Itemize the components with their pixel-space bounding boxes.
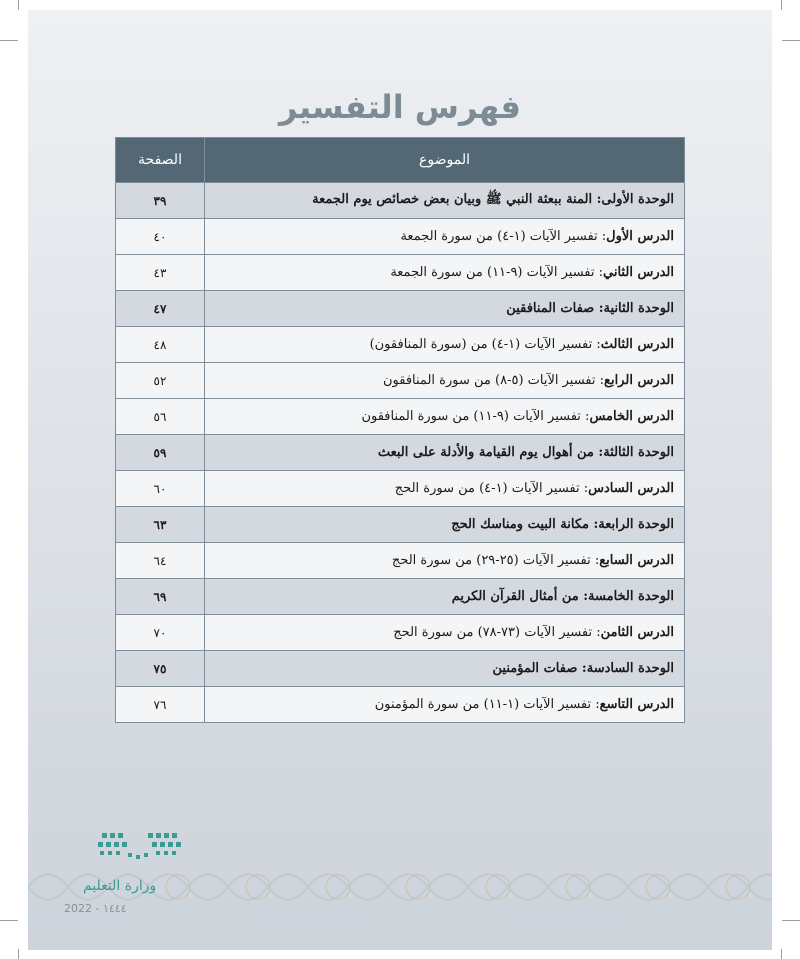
unit-name: الوحدة الرابعة xyxy=(598,517,674,532)
topic-cell xyxy=(205,543,685,579)
lesson-name: الدرس الثامن xyxy=(600,625,674,640)
lesson-name: الدرس الأول xyxy=(606,229,674,244)
unit-row xyxy=(116,291,685,327)
topic-description: : تفسير الآيات (١-١١) من سورة المؤمنون xyxy=(374,697,600,712)
unit-row xyxy=(116,651,685,687)
unit-row xyxy=(116,507,685,543)
unit-name: الوحدة الخامسة xyxy=(588,589,674,604)
topic-description: : تفسير الآيات (١-٤) من سورة الحج xyxy=(394,481,589,496)
page-number-cell: ٤٣ xyxy=(116,255,205,291)
lesson-name: الدرس الخامس xyxy=(589,409,674,424)
topic-description: : صفات المنافقين xyxy=(506,301,604,316)
topic-description: : تفسير الآيات (١-٤) من سورة الجمعة xyxy=(400,229,607,244)
unit-name: الوحدة الثانية xyxy=(603,301,674,316)
topic-cell xyxy=(205,291,685,327)
page-number-cell: ٥٦ xyxy=(116,399,205,435)
topic-cell xyxy=(205,363,685,399)
topic-description: : مكانة البيت ومناسك الحج xyxy=(451,517,599,532)
page-number-cell: ٤٨ xyxy=(116,327,205,363)
topic-description: : تفسير الآيات (٩-١١) من سورة الجمعة xyxy=(390,265,604,280)
page-title: فهرس التفسير xyxy=(279,88,521,126)
page-number-cell: ٦٣ xyxy=(116,507,205,543)
topic-description: : المنة ببعثة النبي ﷺ وبيان بعض خصائص يوم الجمعة xyxy=(312,192,602,207)
lesson-row xyxy=(116,219,685,255)
topic-cell xyxy=(205,399,685,435)
page-number-cell: ٥٢ xyxy=(116,363,205,399)
topic-description: : تفسير الآيات (٥-٨) من سورة المنافقون xyxy=(383,373,605,388)
lesson-row xyxy=(116,471,685,507)
page-number-cell: ٣٩ xyxy=(116,183,205,219)
topic-cell xyxy=(205,219,685,255)
page-number-cell: ٧٠ xyxy=(116,615,205,651)
topic-cell xyxy=(205,255,685,291)
topic-cell xyxy=(205,327,685,363)
topic-cell xyxy=(205,471,685,507)
page-number-cell: ٤٧ xyxy=(116,291,205,327)
page-number-cell: ٦٠ xyxy=(116,471,205,507)
topic-cell xyxy=(205,615,685,651)
lesson-row xyxy=(116,615,685,651)
page-number-cell: ٧٦ xyxy=(116,687,205,723)
lesson-name: الدرس السادس xyxy=(588,481,674,496)
book-page xyxy=(28,10,772,950)
topic-description: : صفات المؤمنين xyxy=(492,661,587,676)
lesson-name: الدرس الرابع xyxy=(604,373,674,388)
topic-description: : تفسير الآيات (١-٤) من (سورة المنافقون) xyxy=(369,337,601,352)
lesson-name: الدرس التاسع xyxy=(599,697,674,712)
topic-cell xyxy=(205,183,685,219)
page-number-cell: ٤٠ xyxy=(116,219,205,255)
lesson-row xyxy=(116,687,685,723)
lesson-name: الدرس الثالث xyxy=(600,337,674,352)
unit-row xyxy=(116,579,685,615)
lesson-name: الدرس السابع xyxy=(599,553,674,568)
lesson-row xyxy=(116,327,685,363)
page-number-cell: ٥٩ xyxy=(116,435,205,471)
lesson-row xyxy=(116,363,685,399)
table-header-row xyxy=(116,138,685,183)
unit-row xyxy=(116,183,685,219)
unit-row xyxy=(116,435,685,471)
contents-table xyxy=(115,137,685,723)
topic-description: : من أمثال القرآن الكريم xyxy=(451,589,589,604)
header-page: الصفحة xyxy=(116,138,205,183)
page-number-cell: ٦٩ xyxy=(116,579,205,615)
unit-name: الوحدة السادسة xyxy=(586,661,674,676)
ministry-logo-text: وزارة التعليم xyxy=(83,878,157,894)
ministry-logo-icon xyxy=(70,827,230,907)
lesson-row xyxy=(116,399,685,435)
unit-name: الوحدة الأولى xyxy=(601,192,674,207)
contents-table-body xyxy=(116,183,685,723)
lesson-row xyxy=(116,543,685,579)
unit-name: الوحدة الثالثة xyxy=(603,445,674,460)
lesson-name: الدرس الثاني xyxy=(603,265,674,280)
edition-year: 2022 - ١٤٤٤ xyxy=(64,902,127,915)
topic-cell xyxy=(205,507,685,543)
topic-description: : تفسير الآيات (٢٥-٢٩) من سورة الحج xyxy=(391,553,600,568)
page-number-cell: ٦٤ xyxy=(116,543,205,579)
topic-description: : تفسير الآيات (٩-١١) من سورة المنافقون xyxy=(361,409,590,424)
topic-cell xyxy=(205,687,685,723)
topic-description: : من أهوال يوم القيامة والأدلة على البعث xyxy=(377,445,604,460)
topic-cell xyxy=(205,651,685,687)
topic-description: : تفسير الآيات (٧٣-٧٨) من سورة الحج xyxy=(393,625,601,640)
topic-cell xyxy=(205,579,685,615)
header-topic: الموضوع xyxy=(205,138,685,183)
topic-cell xyxy=(205,435,685,471)
page-number-cell: ٧٥ xyxy=(116,651,205,687)
lesson-row xyxy=(116,255,685,291)
